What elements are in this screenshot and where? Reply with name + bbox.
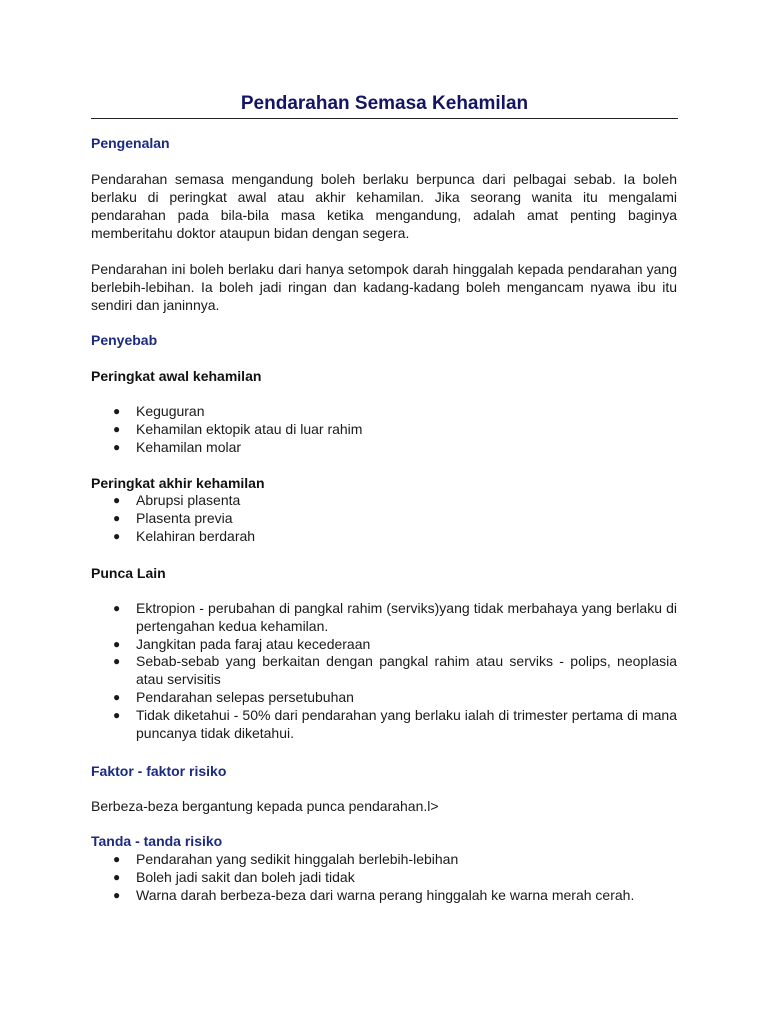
title-rule — [91, 118, 678, 119]
other-causes-list — [91, 600, 677, 742]
early-causes-list — [91, 403, 677, 456]
list-item: ● Kehamilan ektopik atau di luar rahim — [113, 420, 363, 437]
list-item: ● Warna darah berbeza-beza dari warna perang hinggalah ke warna merah cerah. — [113, 886, 635, 903]
bullet-icon: ● — [113, 421, 121, 436]
list-item: ● Sebab-sebab yang berkaitan dengan pangkal rahim atau serviks - polips, neoplasia atau servisitis — [113, 653, 677, 688]
document-page — [91, 0, 678, 903]
heading-risk-signs: Tanda - tanda risiko — [91, 833, 223, 849]
list-item: ● Abrupsi plasenta — [113, 492, 241, 508]
heading-late-pregnancy: Peringkat akhir kehamilan — [91, 475, 265, 491]
list-item: ● Jangkitan pada faraj atau kecederaan — [113, 635, 371, 652]
list-item: ● Kelahiran berdarah — [113, 527, 256, 544]
bullet-icon: ● — [113, 493, 121, 507]
bullet-icon: ● — [113, 601, 121, 615]
list-item: ● Plasenta previa — [113, 509, 233, 526]
bullet-icon: ● — [113, 654, 121, 669]
heading-intro: Pengenalan — [91, 135, 170, 151]
risk-signs-list — [91, 851, 677, 904]
list-item: ● Ektropion - perubahan di pangkal rahim (serviks)yang tidak merbahaya yang berlaku di pertengahan kedua kehamilan. — [113, 600, 677, 634]
intro-paragraph-1: Pendarahan semasa mengandung boleh berlaku berpunca dari pelbagai sebab. Ia boleh berlaku di peringkat awal atau akhir kehamilan. Jika seorang wanita itu mengalami pendarahan pada bila-bila masa ketika mengandung, adalah amat penting baginya memberitahu doktor ataupun bidan dengan segera. — [91, 171, 677, 241]
late-causes-list — [91, 492, 677, 545]
list-item: ● Keguguran — [113, 403, 205, 419]
heading-risk-factors: Faktor - faktor risiko — [91, 763, 227, 779]
list-item: ● Boleh jadi sakit dan boleh jadi tidak — [113, 868, 355, 885]
list-item: ● Kehamilan molar — [113, 438, 242, 455]
bullet-icon: ● — [113, 636, 121, 651]
bullet-icon: ● — [113, 439, 121, 454]
bullet-icon: ● — [113, 707, 121, 722]
heading-causes: Penyebab — [91, 332, 158, 348]
risk-factors-text: Berbeza-beza bergantung kepada punca pendarahan.l> — [91, 798, 439, 814]
heading-other-causes: Punca Lain — [91, 565, 166, 581]
bullet-icon: ● — [113, 528, 121, 543]
bullet-icon: ● — [113, 869, 121, 884]
list-item: ● Pendarahan selepas persetubuhan — [113, 688, 354, 705]
document-title: Pendarahan Semasa Kehamilan — [240, 93, 529, 114]
bullet-icon: ● — [113, 404, 121, 418]
bullet-icon: ● — [113, 887, 121, 902]
bullet-icon: ● — [113, 510, 121, 525]
list-item: ● Pendarahan yang sedikit hinggalah berlebih-lebihan — [113, 851, 459, 867]
intro-paragraph-2: Pendarahan ini boleh berlaku dari hanya setompok darah hinggalah kepada pendarahan yang berlebih-lebihan. Ia boleh jadi ringan dan kadang-kadang boleh mengancam nyawa ibu itu sendiri dan janinnya. — [91, 261, 677, 313]
heading-early-pregnancy: Peringkat awal kehamilan — [91, 368, 262, 384]
bullet-icon: ● — [113, 852, 121, 866]
list-item: ● Tidak diketahui - 50% dari pendarahan yang berlaku ialah di trimester pertama di mana puncanya tidak diketahui. — [113, 706, 677, 741]
bullet-icon: ● — [113, 689, 121, 704]
